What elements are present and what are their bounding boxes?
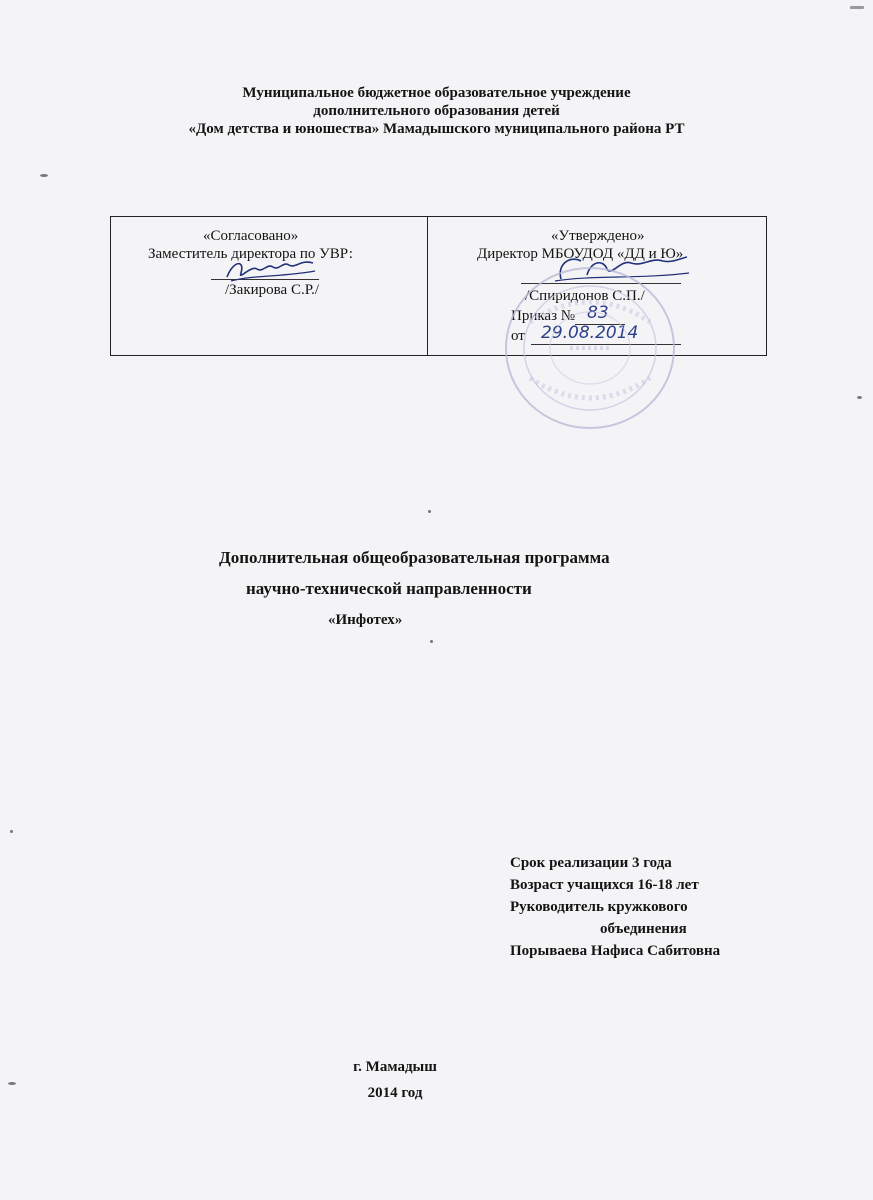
header-line-2: дополнительного образования детей [313,103,560,119]
institution-header [0,84,873,138]
header-line-1: Муниципальное бюджетное образовательное учреждение [242,85,631,101]
header-line-3: «Дом детства и юношества» Мамадышского муниципального района РТ [188,121,685,137]
leader-label-2: объединения [600,921,687,937]
order-label: Приказ № [511,308,576,324]
program-info [510,852,720,962]
program-title-line-1: Дополнительная общеобразовательная программа [219,548,610,567]
duration: Срок реализации 3 года [510,855,672,871]
leader-label-1: Руководитель кружкового [510,899,688,915]
order-number: 83 [587,303,609,323]
scan-speck [8,1082,16,1085]
scan-speck [430,640,433,643]
leader-name: Порываева Нафиса Сабитовна [510,943,721,959]
scan-speck [850,6,864,9]
official-stamp [500,262,680,434]
year: 2014 год [367,1085,423,1101]
scan-speck [428,510,431,513]
agreed-title: «Согласовано» [203,228,299,244]
city: г. Мамадыш [353,1059,437,1075]
date-label: от [511,328,525,344]
program-title-line-2: научно-технической направленности [246,579,532,598]
approved-position: Директор МБОУДОД «ДД и Ю» [477,246,684,262]
students-age: Возраст учащихся 16-18 лет [510,877,699,893]
date-value: 29.08.2014 [541,323,639,343]
approved-title: «Утверждено» [551,228,645,244]
program-name: «Инфотех» [328,612,403,628]
document-footer [0,1054,790,1106]
approved-name: /Спиридонов С.П./ [525,288,645,304]
agreed-name: /Закирова С.Р./ [225,282,320,298]
scan-speck [857,396,862,399]
agreed-position: Заместитель директора по УВР: [148,246,353,262]
table-divider [427,217,428,355]
scan-speck [10,830,13,833]
scan-speck [40,174,48,177]
